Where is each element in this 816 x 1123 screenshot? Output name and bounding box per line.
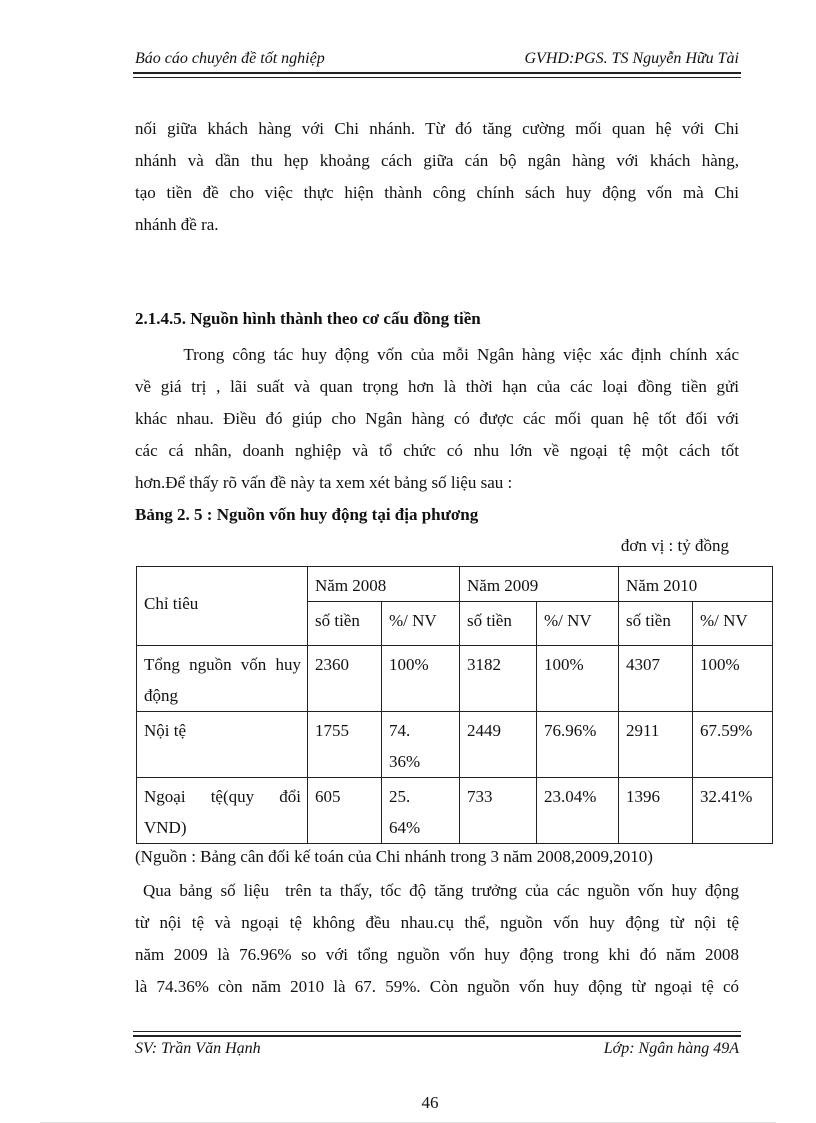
footer-class: Lớp: Ngân hàng 49A (603, 1040, 739, 1057)
table-cell: 67.59% (693, 712, 773, 778)
text-line: Qua bảng số liệu trên ta thấy, tốc độ tăng trưởng của các nguồn vốn huy động (135, 881, 739, 900)
table-cell: 76.96% (537, 712, 619, 778)
header-rule-thin (133, 77, 741, 78)
text-line: khác nhau. Điều đó giúp cho Ngân hàng có được các mối quan hệ tốt đối với (135, 409, 739, 428)
page-footer (135, 1040, 739, 1062)
source-note: (Nguồn : Bảng cân đối kế toán của Chi nhánh trong 3 năm 2008,2009,2010) (135, 847, 653, 866)
paragraph-2 (135, 339, 739, 499)
table-cell: 25. 64% (382, 778, 460, 844)
row-label: Ngoại tệ(quy đổi VND) (137, 778, 308, 844)
text-line: nhánh đề ra. (135, 215, 219, 234)
header-rule-thick (133, 72, 741, 74)
table-row (137, 778, 773, 844)
text-line: hơn.Để thấy rõ vấn đề này ta xem xét bảng số liệu sau : (135, 473, 513, 492)
unit-label: đơn vị : tỷ đồng (620, 536, 729, 555)
row-label: Nội tệ (137, 712, 308, 778)
table-cell: 2449 (460, 712, 537, 778)
text-line: năm 2009 là 76.96% so với tổng nguồn vốn huy động trong khi đó năm 2008 (135, 945, 739, 964)
table-cell: 100% (537, 646, 619, 712)
header-supervisor: GVHD:PGS. TS Nguyễn Hữu Tài (524, 50, 739, 67)
year-header: Năm 2010 (619, 567, 773, 602)
funding-table (136, 566, 773, 844)
text-line: tạo tiền đề cho việc thực hiện thành công chính sách huy động vốn mà Chi (135, 183, 739, 202)
sub-header: %/ NV (693, 602, 773, 646)
sub-header: số tiền (619, 602, 693, 646)
row-label: Tổng nguồn vốn huy động (137, 646, 308, 712)
table-cell: 23.04% (537, 778, 619, 844)
footer-rule-thin (133, 1031, 741, 1032)
table-row (137, 712, 773, 778)
table-cell: 605 (308, 778, 382, 844)
table-header-row (137, 567, 773, 602)
table-row (137, 646, 773, 712)
text-line: các cá nhân, doanh nghiệp và tổ chức có nhu lớn về ngoại tệ một cách tốt (135, 441, 739, 460)
page-header (135, 50, 739, 72)
text-line: nối giữa khách hàng với Chi nhánh. Từ đó tăng cường mối quan hệ với Chi (135, 119, 739, 138)
table-cell: 2911 (619, 712, 693, 778)
header-report-title: Báo cáo chuyên đề tốt nghiệp (135, 50, 325, 67)
paragraph-1 (135, 113, 739, 241)
footer-student: SV: Trần Văn Hạnh (135, 1040, 261, 1057)
year-header: Năm 2008 (308, 567, 460, 602)
sub-header: %/ NV (382, 602, 460, 646)
year-header: Năm 2009 (460, 567, 619, 602)
page-number: 46 (421, 1093, 439, 1112)
sub-header: số tiền (308, 602, 382, 646)
sub-header: số tiền (460, 602, 537, 646)
table-cell: 4307 (619, 646, 693, 712)
table-cell: 733 (460, 778, 537, 844)
text-line: về giá trị , lãi suất và quan trọng hơn là thời hạn của các loại đồng tiền gửi (135, 377, 739, 396)
table-caption: Bảng 2. 5 : Nguồn vốn huy động tại địa phương (135, 505, 479, 524)
table-cell: 100% (382, 646, 460, 712)
text-line: là 74.36% còn năm 2010 là 67. 59%. Còn nguồn vốn huy động từ ngoại tệ có (135, 977, 739, 996)
sub-header: %/ NV (537, 602, 619, 646)
footer-rule-thick (133, 1035, 741, 1037)
table-cell: 1396 (619, 778, 693, 844)
section-heading: 2.1.4.5. Nguồn hình thành theo cơ cấu đồng tiền (135, 309, 481, 328)
text-line: Trong công tác huy động vốn của mỗi Ngân hàng việc xác định chính xác (135, 345, 739, 364)
row-header-label: Chỉ tiêu (137, 567, 308, 646)
paragraph-3 (135, 875, 739, 1003)
table-cell: 100% (693, 646, 773, 712)
table-cell: 2360 (308, 646, 382, 712)
table-cell: 32.41% (693, 778, 773, 844)
table-cell: 3182 (460, 646, 537, 712)
text-line: từ nội tệ và ngoại tệ không đều nhau.cụ thể, nguồn vốn huy động từ nội tệ (135, 913, 739, 932)
table-cell: 74. 36% (382, 712, 460, 778)
table-cell: 1755 (308, 712, 382, 778)
text-line: nhánh và dần thu hẹp khoảng cách giữa cán bộ ngân hàng với khách hàng, (135, 151, 739, 170)
